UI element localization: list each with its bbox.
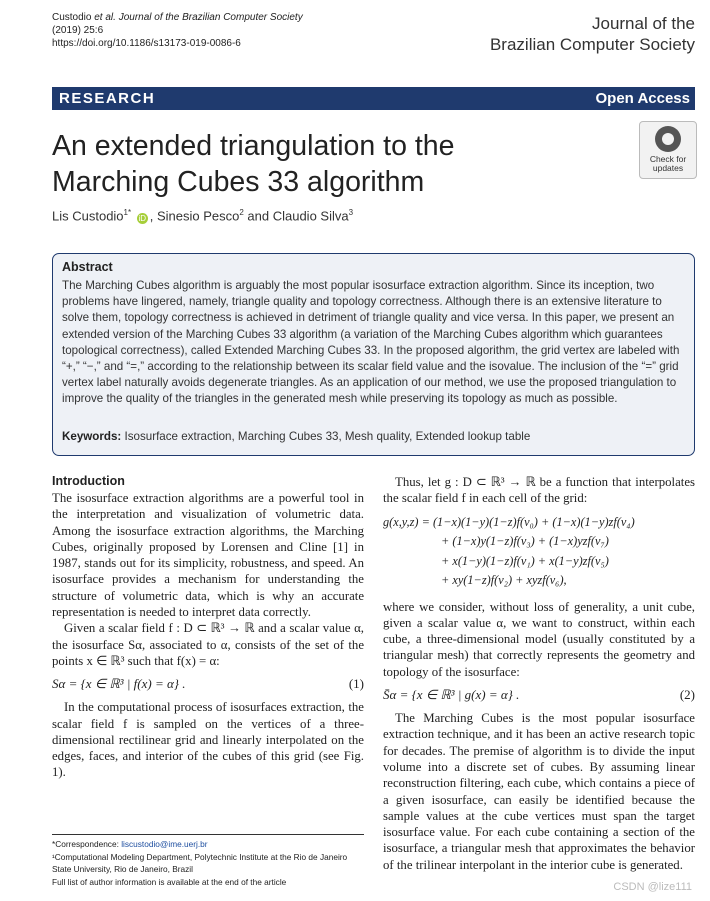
footnote-divider <box>52 834 364 835</box>
left-column <box>52 474 364 781</box>
intro-paragraph-2: Given a scalar field f : D ⊂ ℝ³ → ℝ and a scalar value α, the isosurface Sα, associated to α, consists of the set of the points x ∈ ℝ³ such that f(x) = α: <box>52 621 364 668</box>
paper-title <box>52 128 572 200</box>
keywords-text: Isosurface extraction, Marching Cubes 33, Mesh quality, Extended lookup table <box>124 430 531 443</box>
author-info-note: Full list of author information is available at the end of the article <box>52 876 287 887</box>
right-column <box>383 474 695 873</box>
title-line2: Marching Cubes 33 algorithm <box>52 166 425 198</box>
geq-line-1: g(x,y,z) = (1−x)(1−y)(1−z)f(v₀) + (1−x)(1−y)zf(v₄) <box>383 514 635 529</box>
right-paragraph-3: The Marching Cubes is the most popular isosurface extraction technique, and it has been an active research topic for decades. The premise of algorithm is to divide the input volume into a discrete set of cubes. By assuming linear reconstruction filtering, each cube, which contains a piece of a given isosurface, can easily be identified because the sample values at the cube vertices must span the target isosurface value. For each cube containing a section of the isosurface, a triangular mesh that approximates the behavior of the trilinear interpolant in the interior cube is generated. <box>383 711 695 872</box>
article-type: RESEARCH <box>59 90 156 107</box>
author-1: Lis Custodio <box>52 208 124 224</box>
equation-1 <box>52 669 364 699</box>
doi-link[interactable]: https://doi.org/10.1186/s13173-019-0086-6 <box>52 38 241 49</box>
equation-2-body: S̄α = {x ∈ ℝ³ | g(x) = α} . <box>383 687 520 703</box>
correspondence-label: *Correspondence: <box>52 839 122 849</box>
author-3-sup: 3 <box>348 208 354 217</box>
author-2-sup: 2 <box>239 208 244 217</box>
watermark: CSDN @lize111 <box>613 881 692 893</box>
check-updates-icon <box>655 126 681 152</box>
geq-line-3: + x(1−y)(1−z)f(v₁) + x(1−y)zf(v₅) <box>441 553 609 568</box>
intro-paragraph-3: In the computational process of isosurfaces extraction, the scalar field f is sampled on the vertices of a three-dimensional rectilinear grid and linearly interpolated on the edges, faces, and interior of the cubes of this grid (see Fig. 1). <box>52 700 364 780</box>
intro-paragraph-1: The isosurface extraction algorithms are a powerful tool in the interpretation and visualization of volumetric data. Among the isosurface extraction algorithms, the Marching Cubes, originally proposed by Lorensen and Cline [1] in 1987, stands out for its simplicity, robustness, and speed. An isosurface provides a mechanism for understanding the structure of volumetric data, which is why an accurate representation is needed to interpret data correctly. <box>52 491 364 620</box>
affiliation-footnote: ¹Computational Modeling Department, Polytechnic Institute at the Rio de Janeiro State University, Rio de Janeiro, Brazil <box>52 851 348 875</box>
interpolation-equation <box>383 513 695 591</box>
equation-2-number: (2) <box>679 687 695 703</box>
check-for-updates-badge[interactable] <box>639 121 697 179</box>
author-2: , Sinesio Pesco <box>149 208 240 224</box>
article-type-banner <box>52 87 695 110</box>
title-line1: An extended triangulation to the <box>52 130 455 162</box>
geq-line-4: + xy(1−z)f(v₂) + xyzf(v₆), <box>441 573 567 588</box>
abstract-box <box>52 253 695 456</box>
author-3: and Claudio Silva <box>243 208 349 224</box>
right-paragraph-1: Thus, let g : D ⊂ ℝ³ → ℝ be a function that interpolates the scalar field f in each cell of the grid: <box>383 475 695 506</box>
meta-volume: (2019) 25:6 <box>52 25 104 36</box>
equation-2 <box>383 680 695 710</box>
journal-name-line1: Journal of the <box>591 14 695 33</box>
journal-name <box>490 13 695 55</box>
journal-name-line2: Brazilian Computer Society <box>489 35 695 54</box>
introduction-heading: Introduction <box>52 474 125 488</box>
abstract-body: The Marching Cubes algorithm is arguably the most popular isosurface extraction algorithm. Since its inception, two problems have lingered, namely, triangle quality and topology correctness. Although there is an extensive literature to solve them, topology correctness is achieved in detriment of triangle quality and vice versa. In this paper, we present an extended version of the Marching Cubes 33 algorithm (a variation of the Marching Cubes algorithm which guarantees topological correctness), called Extended Marching Cubes 33. In the proposed algorithm, the grid vertex are labeled with “+,” “−,” and “=,” according to the relationship between its scalar field value and the isovalue. The inclusion of the “=” grid vertex label naturally avoids degenerate triangles. As an application of our method, we use the proposed triangulation to improve the quality of the triangles in the generated mesh while preserving its topology as much as possible. <box>62 279 680 406</box>
correspondence-email[interactable]: liscustodio@ime.uerj.br <box>121 839 208 849</box>
badge-line2: updates <box>652 163 684 173</box>
geq-line-2: + (1−x)y(1−z)f(v₃) + (1−x)yzf(v₇) <box>441 534 609 549</box>
badge-line1: Check for <box>649 154 687 164</box>
right-paragraph-2: where we consider, without loss of generality, a unit cube, given a scalar value α, we want to construct, within each cube, a three-dimensional model (usually constituted by a triangular mesh) that correctly represents the geometry and topology of the isosurface: <box>383 599 695 679</box>
author-list <box>52 208 353 224</box>
citation-meta <box>52 11 312 50</box>
meta-author: Custodio <box>52 12 92 23</box>
footnotes <box>52 838 364 888</box>
keywords-label: Keywords: <box>62 430 122 443</box>
meta-journal: et al. Journal of the Brazilian Computer Society <box>94 12 303 23</box>
keywords <box>62 430 530 443</box>
orcid-icon[interactable]: iD <box>138 214 147 224</box>
author-1-sup: 1* <box>123 208 132 217</box>
equation-1-body: Sα = {x ∈ ℝ³ | f(x) = α} . <box>52 676 186 692</box>
abstract-heading: Abstract <box>62 260 113 274</box>
equation-1-number: (1) <box>348 676 364 692</box>
open-access-label: Open Access <box>595 90 690 107</box>
